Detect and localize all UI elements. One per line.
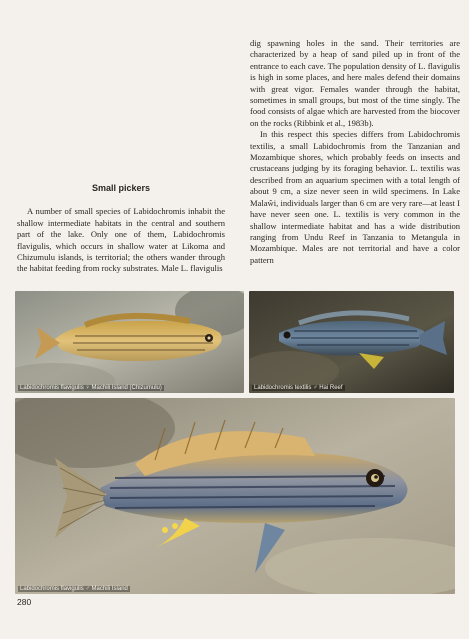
section-heading: Small pickers (91, 183, 151, 193)
photo-flavigulis-female (15, 291, 244, 393)
photo-caption-top-right: Labidochromis textilis ♂ Hai Reef (254, 385, 343, 391)
left-paragraph: A number of small species of Labidochromis inhabit the shallow intermediate habitats in the central and southern part of the lake. Only one of them, Labidochromis flavigulis, which occurs in shallow water at Likoma and Chizumulu islands, is territorial; the others wander through the habitat feeding from rocky substrates. Male L. flavigulis (17, 206, 225, 274)
photo-caption-bottom: Labidochromis flavigulis ♂ Machili Island (20, 586, 128, 592)
right-text-column (250, 38, 460, 266)
fish-image-textilis-male (249, 291, 454, 393)
right-paragraph-1: dig spawning holes in the sand. Their territories are characterized by a heap of sand piled up in front of the entrance to each cave. The population density of L. flavigulis is high in some places, and here males defend their domains with great vigor. Females wander through the habitat, sometimes in small groups, but most of the time singly. The food consists of algae which are harvested from the biocover on the rocks (Ribbink et al., 1983b). (250, 38, 460, 128)
left-text-column (17, 183, 225, 275)
right-paragraph-2: In this respect this species differs from Labidochromis textilis, a small Labidochromis from the Tanzanian and Mozambique shores, which probably feeds on insects and crustaceans judging by its foraging behavior. L. textilis was described from an aquarium specimen with a total length of about 9 cm, a size never seen in wild specimens. In Lake Malaŵi, individuals larger than 6 cm are very rare—at least I have never seen one. L. textilis is very common in the shallow intermediate habitat and has a wide distribution ranging from Undu Reef in Tanzania to Metangula in Mozambique. Males are not territorial and have a color pattern (250, 129, 460, 265)
photo-textilis-male (249, 291, 454, 393)
fish-image-flavigulis-male (15, 398, 455, 594)
photo-caption-top-left: Labidochromis flavigulis ♀ Machili Island (Chizumulu) (20, 385, 162, 391)
fish-image-flavigulis-female (15, 291, 244, 393)
page-number: 280 (17, 597, 32, 607)
photo-flavigulis-male (15, 398, 455, 594)
